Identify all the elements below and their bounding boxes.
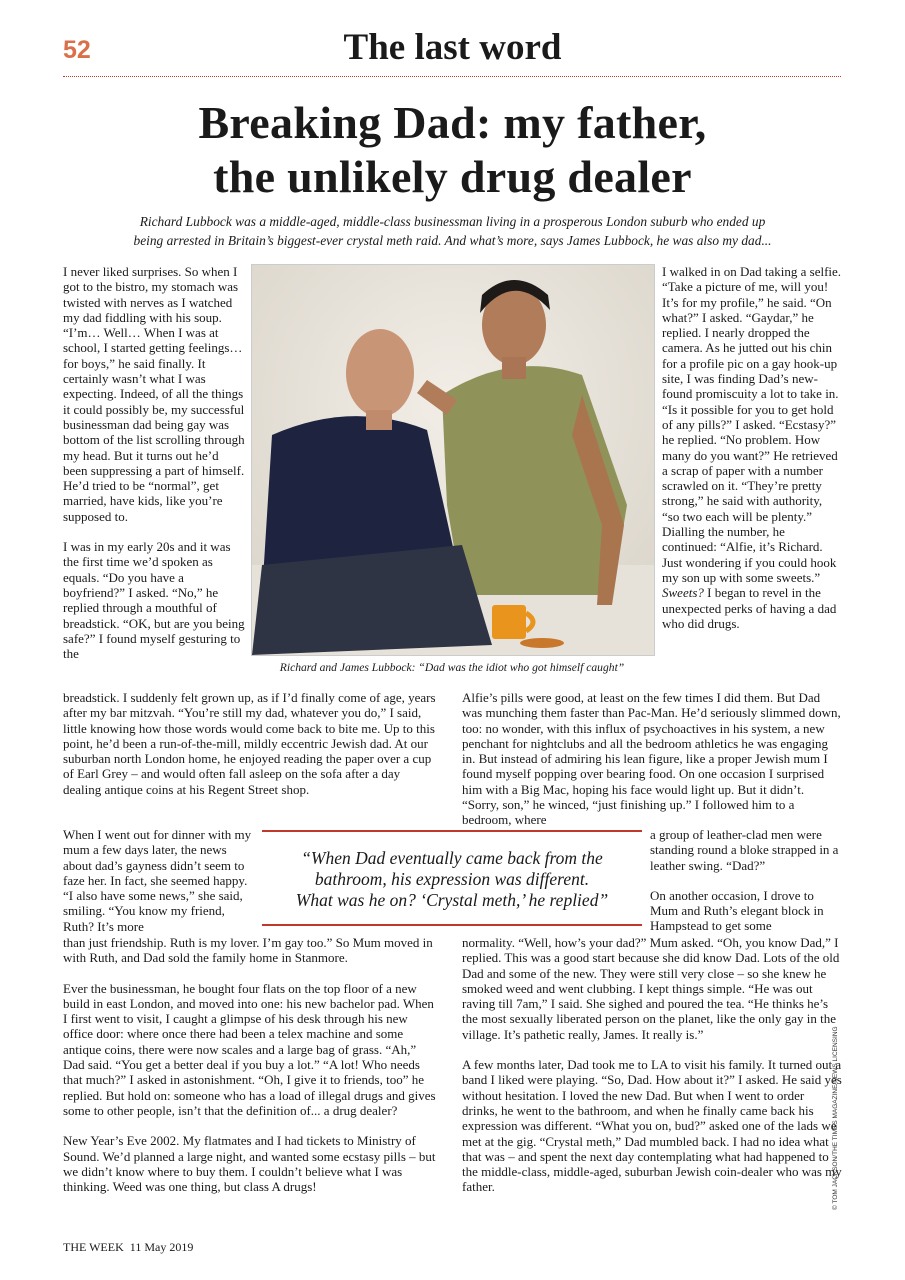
right-column-top <box>662 264 842 631</box>
left-column-beside-quote <box>63 827 256 934</box>
header-divider <box>63 76 841 77</box>
page-number: 52 <box>63 36 91 64</box>
body-paragraph: I was in my early 20s and it was the first time we’d spoken as equals. “Do you have a boyfriend?” I asked. “No,” he replied through a mouthful of breadstick. “OK, but are you being safe?” I found myself gesturing to the <box>63 539 245 662</box>
issue-date: 11 May 2019 <box>129 1240 194 1254</box>
standfirst-line-2: being arrested in Britain’s biggest-ever crystal meth raid. And what’s more, says James Lubbock, he was also my dad... <box>133 233 772 248</box>
body-paragraph: breadstick. I suddenly felt grown up, as if I’d finally come of age, years after my bar mitzvah. “You’re still my dad, whatever you do,” I said, little knowing how those words would come back to bite me. Up to this point, he’d been a run-of-the-mill, mildly eccentric Jewish dad. At our suburban north London home, he enjoyed reading the paper over a cup of Earl Grey – and would often fall asleep on the sofa after a day dealing antique coins at his Regent Street shop. <box>63 690 436 797</box>
body-paragraph: than just friendship. Ruth is my lover. I’m gay too.” So Mum moved in with Ruth, and Dad sold the family home in Stanmore. <box>63 935 433 966</box>
standfirst-line-1: Richard Lubbock was a middle-aged, middle-class businessman living in a prosperous London suburb who ended up <box>139 214 766 229</box>
left-column-bottom <box>63 935 441 1194</box>
pull-quote <box>262 830 642 926</box>
body-paragraph: On another occasion, I drove to Mum and Ruth’s elegant block in Hampstead to get some <box>650 887 824 934</box>
left-column-top <box>63 264 246 661</box>
pull-quote-line: What was he on? ‘Crystal meth,’ he replied” <box>295 890 609 910</box>
body-paragraph: When I went out for dinner with my mum a few days later, the news about dad’s gayness didn’t seem to faze her. In fact, she seemed happy. “I also have some news,” she said, smiling. “You know my friend, Ruth? It’s more <box>63 827 252 934</box>
photo-credit: © TOM JACKSON/THE TIMES MAGAZINE/NEWS LICENSING <box>832 1026 839 1210</box>
right-column-beside-quote <box>650 827 842 934</box>
pull-quote-text <box>262 848 642 911</box>
headline <box>40 96 865 204</box>
body-paragraph: I walked in on Dad taking a selfie. “Take a picture of me, will you! It’s for my profile,” he said. “On what?” I asked. “Gaydar,” he replied. I nearly dropped the camera. As he jutted out his chin for a profile pic on a gay hook-up site, I was finding Dad’s new-found promiscuity a lot to take in. “Is it possible for you to get hold of any pills?” I asked. “Ecstasy?” he replied. “No problem. How many do you want?” He retrieved a scrap of paper with a number scrawled on it. “They’re pretty strong,” he said with authority, “so two each will be plenty.” Dialling the number, he continued: “Alfie, it’s Richard. Just wondering if you could hook my son up with some sweets.” Sweets? I began to revel in the unexpected perks of having a dad who did drugs. <box>662 264 842 631</box>
left-column-mid <box>63 690 441 797</box>
article-photo <box>251 264 655 656</box>
photo-caption: Richard and James Lubbock: “Dad was the idiot who got himself caught” <box>279 661 625 674</box>
body-paragraph: A few months later, Dad took me to LA to visit his family. It turned out a band I liked were playing. “So, Dad. How about it?” I asked. He said yes without hesitation. I loved the new Dad. But when I went to order drinks, he went to the bathroom, and when he finally came back his expression was different. “What you on, bud?” asked one of the lads we met at the gig. “Crystal meth,” Dad mumbled back. I had no idea what that was – and spent the next day contemplating what had happened to the middle-class, middle-aged, suburban Jewish coin-dealer who was my father. <box>462 1057 842 1195</box>
right-column-bottom <box>462 935 842 1195</box>
body-paragraph: I never liked surprises. So when I got to the bistro, my stomach was twisted with nerves as I watched my dad fiddling with his soup. “I’m… Well… When I was at school, I started getting feelings… for boys,” he said finally. It certainly wasn’t what I was expecting. Indeed, of all the things it could possibly be, my successful businessman dad being gay was bottom of the list scrolling through my head. But it turns out he’d been suppressing a part of himself. He’d tried to be “normal”, get married, have kids, like you’re supposed to. <box>63 264 245 524</box>
body-paragraph: Ever the businessman, he bought four flats on the top floor of a new build in east London, and moved into one: his new bachelor pad. When I first went to visit, I caught a glimpse of his desk through his new office door: where once there had been a telex machine and some antique coins, there were now scales and a large bag of grass. “Ah,” Dad said. “You get a better deal if you buy a lot.” “A lot! Who needs that much?” I asked in astonishment. “Oh, I give it to friends, too” he replied. But hold on: someone who has a load of illegal drugs and gives some to other people, isn’t that the definition of... a drug dealer? <box>63 980 436 1118</box>
body-paragraph: New Year’s Eve 2002. My flatmates and I had tickets to Ministry of Sound. We’d planned a large night, and wanted some ecstasy pills – but we didn’t know where to buy them. I couldn’t believe what I was thinking. Weed was one thing, but class A drugs! <box>63 1133 436 1195</box>
headline-line-1: Breaking Dad: my father, <box>198 97 707 148</box>
photo-illustration <box>252 265 654 655</box>
section-title: The last word <box>343 27 562 68</box>
right-column-mid <box>462 690 842 828</box>
standfirst <box>90 212 815 250</box>
pull-quote-line: bathroom, his expression was different. <box>314 869 590 889</box>
pull-quote-line: “When Dad eventually came back from the <box>301 848 603 868</box>
headline-line-2: the unlikely drug dealer <box>213 151 692 202</box>
body-paragraph: a group of leather-clad men were standing round a bloke strapped in a leather swing. “Dad?” <box>650 827 839 873</box>
body-paragraph: normality. “Well, how’s your dad?” Mum asked. “Oh, you know Dad,” I replied. This was a good start because she did know Dad. Lots of the old Dad and some of the new. They were still very close – so she knew he smoked weed and went clubbing. I kept things simple. “He was out raving till 7am,” I said. She sighed and poured the tea. “He thinks he’s the most sexually liberated person on the planet, like the only gay in the village. It’s pathetic really, James. It really is.” <box>462 935 840 1042</box>
body-paragraph: Alfie’s pills were good, at least on the few times I did them. But Dad was munching them faster than Pac-Man. He’d seriously slimmed down, too: no wonder, with this influx of psychoactives in his system, a new penchant for nightclubs and all the bedroom athletics he was engaging in. But instead of admiring his lean figure, like a proper Jewish mum I found myself popping over bearing food. On one occasion I surprised him with a Big Mac, hoping his face would light up. But it didn’t. “Sorry, son,” he winced, “just finishing up.” I followed him to a bedroom, where <box>462 690 841 828</box>
page-footer <box>63 1240 193 1255</box>
publication-name: THE WEEK <box>63 1240 124 1254</box>
